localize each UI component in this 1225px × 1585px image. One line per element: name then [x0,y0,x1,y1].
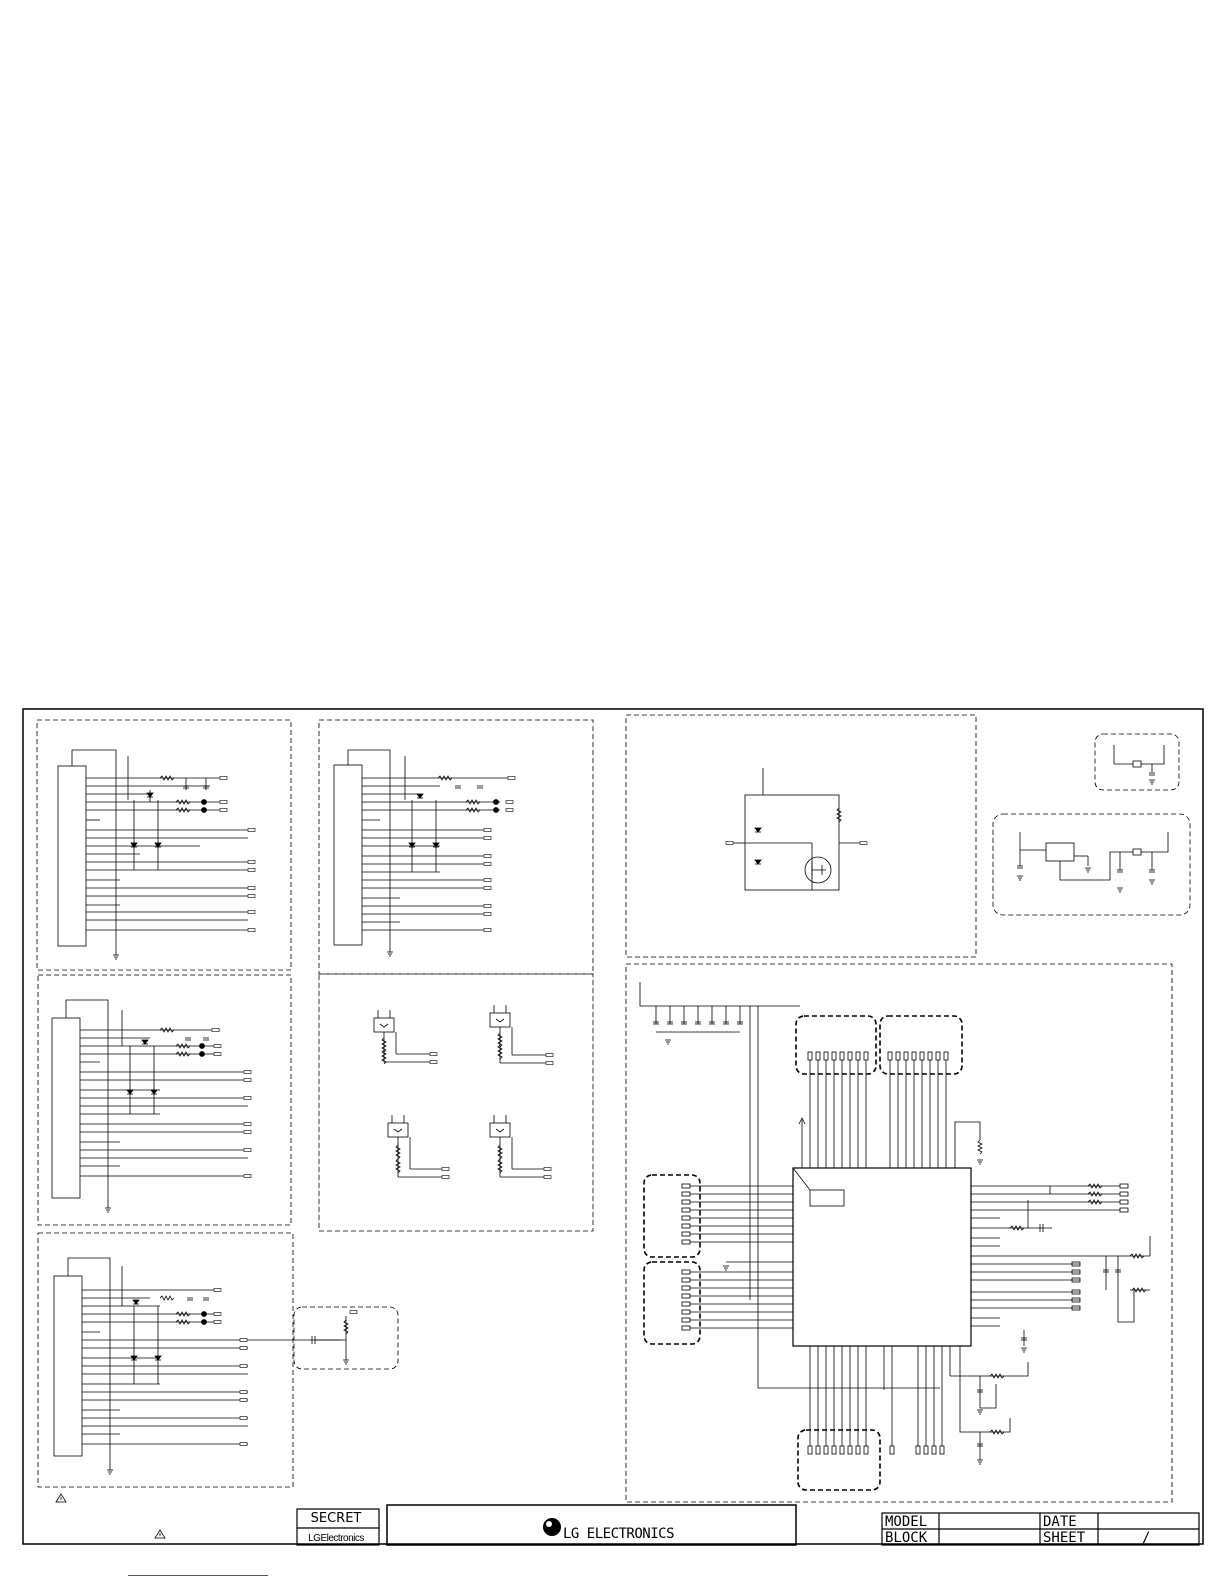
coupling-block [294,1307,398,1369]
regulator-block [993,814,1190,915]
switch-block [319,974,593,1231]
connector-block-2 [38,975,291,1225]
date-label: DATE [1043,1514,1077,1530]
footer-link-underline[interactable] [128,1575,268,1576]
connector-block-4 [319,720,593,974]
connector-block-1 [37,720,291,970]
sheet-label: SHEET [1043,1530,1086,1546]
sheet-border [23,709,1203,1544]
brand-label: LG ELECTRONICS [563,1526,675,1542]
warning-icon [56,1494,165,1538]
sheet-separator: / [1142,1530,1151,1546]
main-ic-block [626,964,1172,1502]
block-label: BLOCK [885,1530,928,1546]
model-label: MODEL [885,1514,928,1530]
reset-block [626,715,976,957]
connector-block-3 [38,1233,340,1487]
fuse-block [1095,734,1179,790]
company-label: LGElectronics [308,1533,364,1544]
secret-label: SECRET [310,1511,362,1526]
